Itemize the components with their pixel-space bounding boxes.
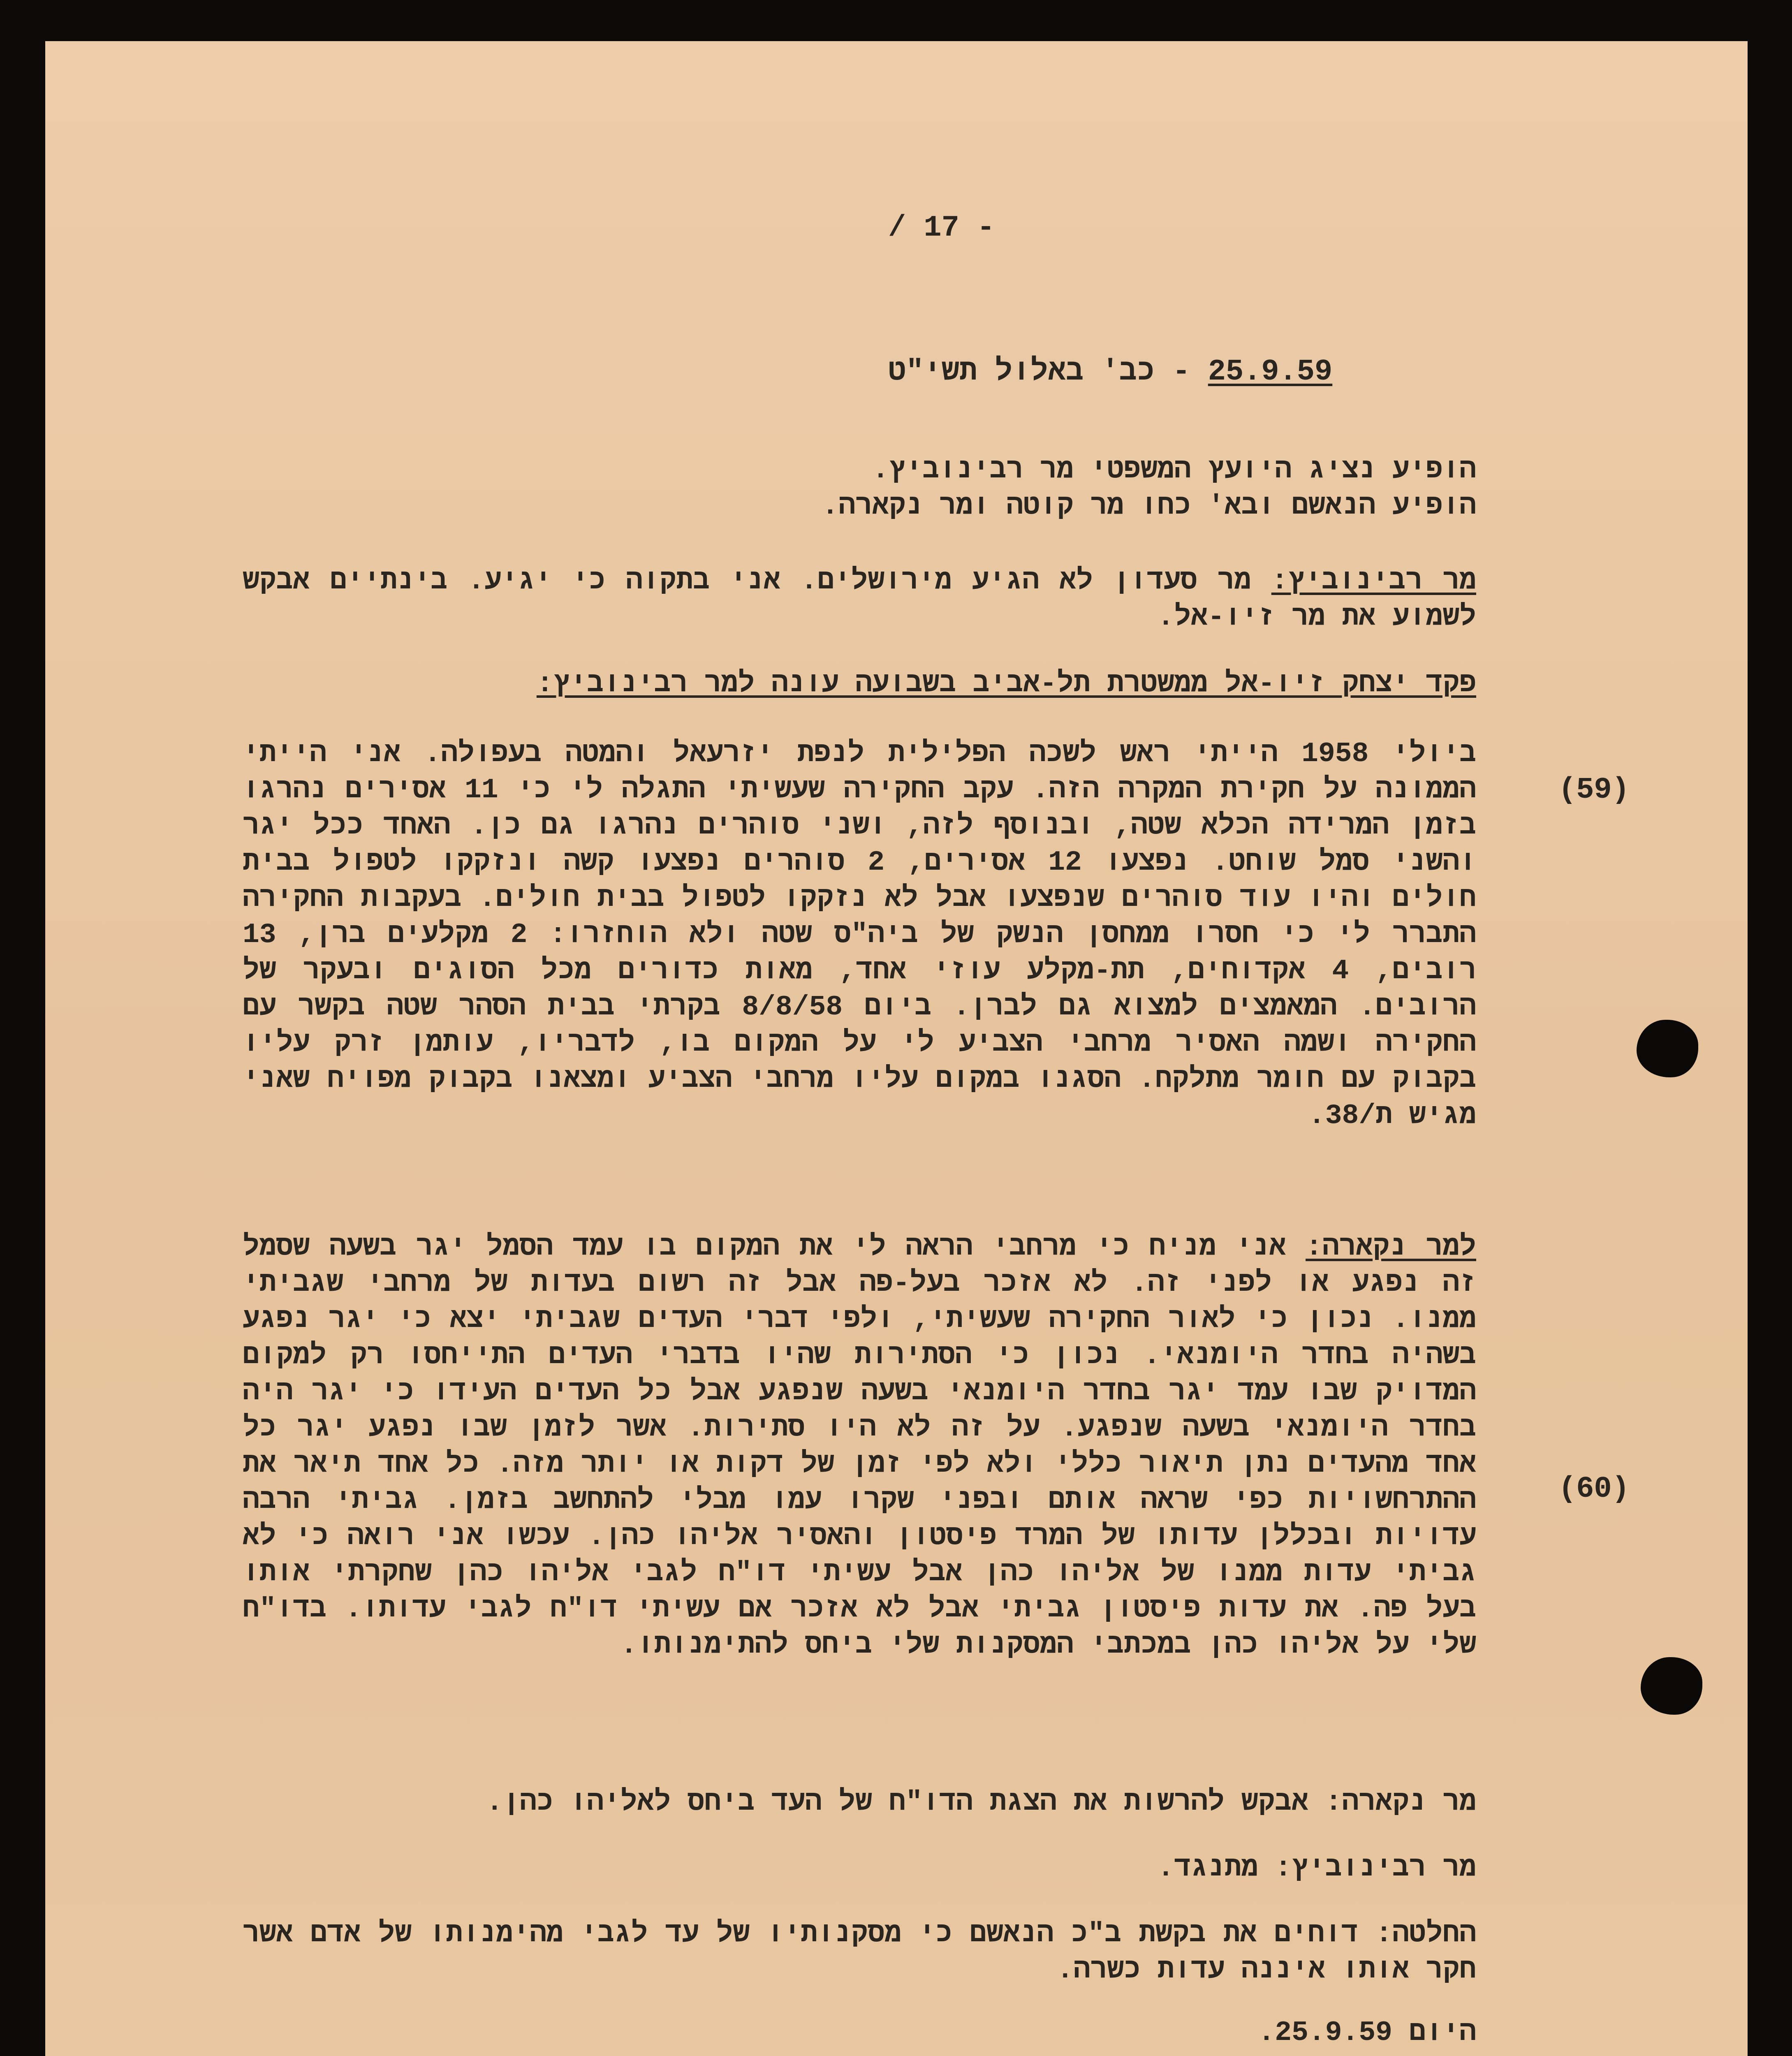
nakara-request — [243, 1785, 1476, 1821]
witness-heading-text: פקד יצחק זיו-אל ממשטרת תל-אביב בשבועה עונה למר רבינוביץ: — [536, 668, 1476, 700]
speaker-label: מר רבינוביץ: — [1275, 1852, 1476, 1884]
decision-1 — [243, 1916, 1476, 1989]
speaker-label: מר רבינוביץ: — [1271, 565, 1476, 597]
margin-ref-59: (59) — [1558, 773, 1630, 807]
intro-line: הופיע נציג היועץ המשפטי מר רבינוביץ. — [872, 454, 1476, 486]
testimony-59: ביולי 1958 הייתי ראש לשכה הפלילית לנפת יזרעאל והמטה בעפולה. אני הייתי הממונה על חקירת המקרה הזה. עקב החקירה שעשיתי התגלה לי כי 11 אסירים נהרגו בזמן המרידה הכלא שטה, ובנוסף לזה, ושני סוהרים נהרגו גם כן. האחד ככל יגר והשני סמל שוחט. נפצעו 12 אסירים, 2 סוהרים נפצעו קשה ונזקקו לטפול בבית חולים והיו עוד סוהרים שנפצעו אבל לא נזקקו לטפול בבית חולים. בעקבות החקירה התברר לי כי חסרו ממחסן הנשק של ביה"ס שטה ולא הוחזרו: 2 מקלעים ברן, 13 רובים, 4 אקדוחים, תת-מקלע עוזי אחד, מאות כדורים מכל הסוגים ובעקר של הרובים. המאמצים למצוא גם לברן. ביום 8/8/58 בקרתי בבית הסהר שטה בקשר עם החקירה ושמה האסיר מרחבי הצביע לי על המקום בו, לדבריו, עותמן זרק עליו בקבוק עם חומר מתלקח. הסגנו במקום עליו מרחבי הצביע ומצאנו בקבוק מפויח שאני מגיש ת/38. — [243, 738, 1477, 1132]
date-heading — [888, 354, 1332, 390]
testimony-60-text: אני מניח כי מרחבי הראה לי את המקום בו עמד הסמל יגר בשעה שסמל זה נפגע או לפני זה. לא אזכר בעל-פה אבל זה רשום בעדות של מרחבי שגביתי ממנו. נכון כי לאור החקירה שעשיתי, ולפי דברי העדים שגביתי יצא כי יגר נפגע בשהיה בחדר היומנאי. נכון כי הסתירות שהיו בדברי העדים התייחסו רק למקום המדויק שבו עמד יגר בחדר היומנאי בשעה שנפגע אבל כל העדים העידו כי יגר היה בחדר היומנאי בשעה שנפגע. על זה לא היו סתירות. אשר לזמן שבו נפגע יגר כל אחד מהעדים נתן תיאור כללי ולא לפי זמן של דקות או יותר מזה. כל אחד תיאר את ההתרחשויות כפי שראה אותם ובפני שקרו עמו מבלי להתחשב בזמן. גביתי הרבה עדויות ובכללן עדותו של המרד פיסטון והאסיר אליהו כהן. עכשו אני רואה כי לא גביתי עדות ממנו של אליהו כהן אבל עשיתי דו"ח לגבי אליהו כהן שחקרתי אותו בעל פה. את עדות פיסטון גביתי אבל לא אזכר אם עשיתי דו"ח לגבי עדותו. בדו"ח שלי על אליהו כהן במכתבי המסקנות שלי ביחס להתימנותו. — [243, 1232, 1476, 1661]
page-number: / 17 - — [888, 211, 995, 245]
testimony-60 — [243, 1229, 1476, 1664]
punch-hole — [1637, 1020, 1698, 1077]
date-heading-hebrew: - כב' באלול תשי"ט — [888, 355, 1190, 389]
speaker-label: מר נקארה: — [1325, 1787, 1476, 1818]
speaker-label: למר נקארה: — [1306, 1232, 1476, 1263]
objection-text: מתנגד. — [1157, 1852, 1258, 1884]
rabinovich-objection — [243, 1850, 1476, 1887]
date-line-1: היום 25.9.59. — [1258, 2017, 1476, 2049]
decision-text: דוחים את בקשת ב"כ הנאשם כי מסקנותיו של עד לגבי מהימנותו של אדם אשר חקר אותו איננה עדות כשרה. — [243, 1918, 1476, 1986]
speaker-label: החלטה: — [1375, 1918, 1476, 1950]
document-page — [45, 41, 1748, 2056]
rabinovich-statement — [243, 563, 1476, 636]
intro-paragraph — [243, 452, 1476, 525]
date-heading-date: 25.9.59 — [1208, 355, 1333, 389]
margin-ref-60: (60) — [1558, 1472, 1630, 1506]
request-text: אבקש להרשות את הצגת הדו"ח של העד ביחס לאליהו כהן. — [486, 1787, 1308, 1818]
punch-hole — [1641, 1657, 1702, 1715]
witness-heading — [243, 666, 1476, 702]
intro-line: הופיע הנאשם ובא' כחו מר קוטה ומר נקארה. — [822, 491, 1476, 522]
statement-text: מר סעדון לא הגיע מירושלים. אני בתקוה כי יגיע. בינתיים אבקש לשמוע את מר זיו-אל. — [243, 565, 1476, 633]
